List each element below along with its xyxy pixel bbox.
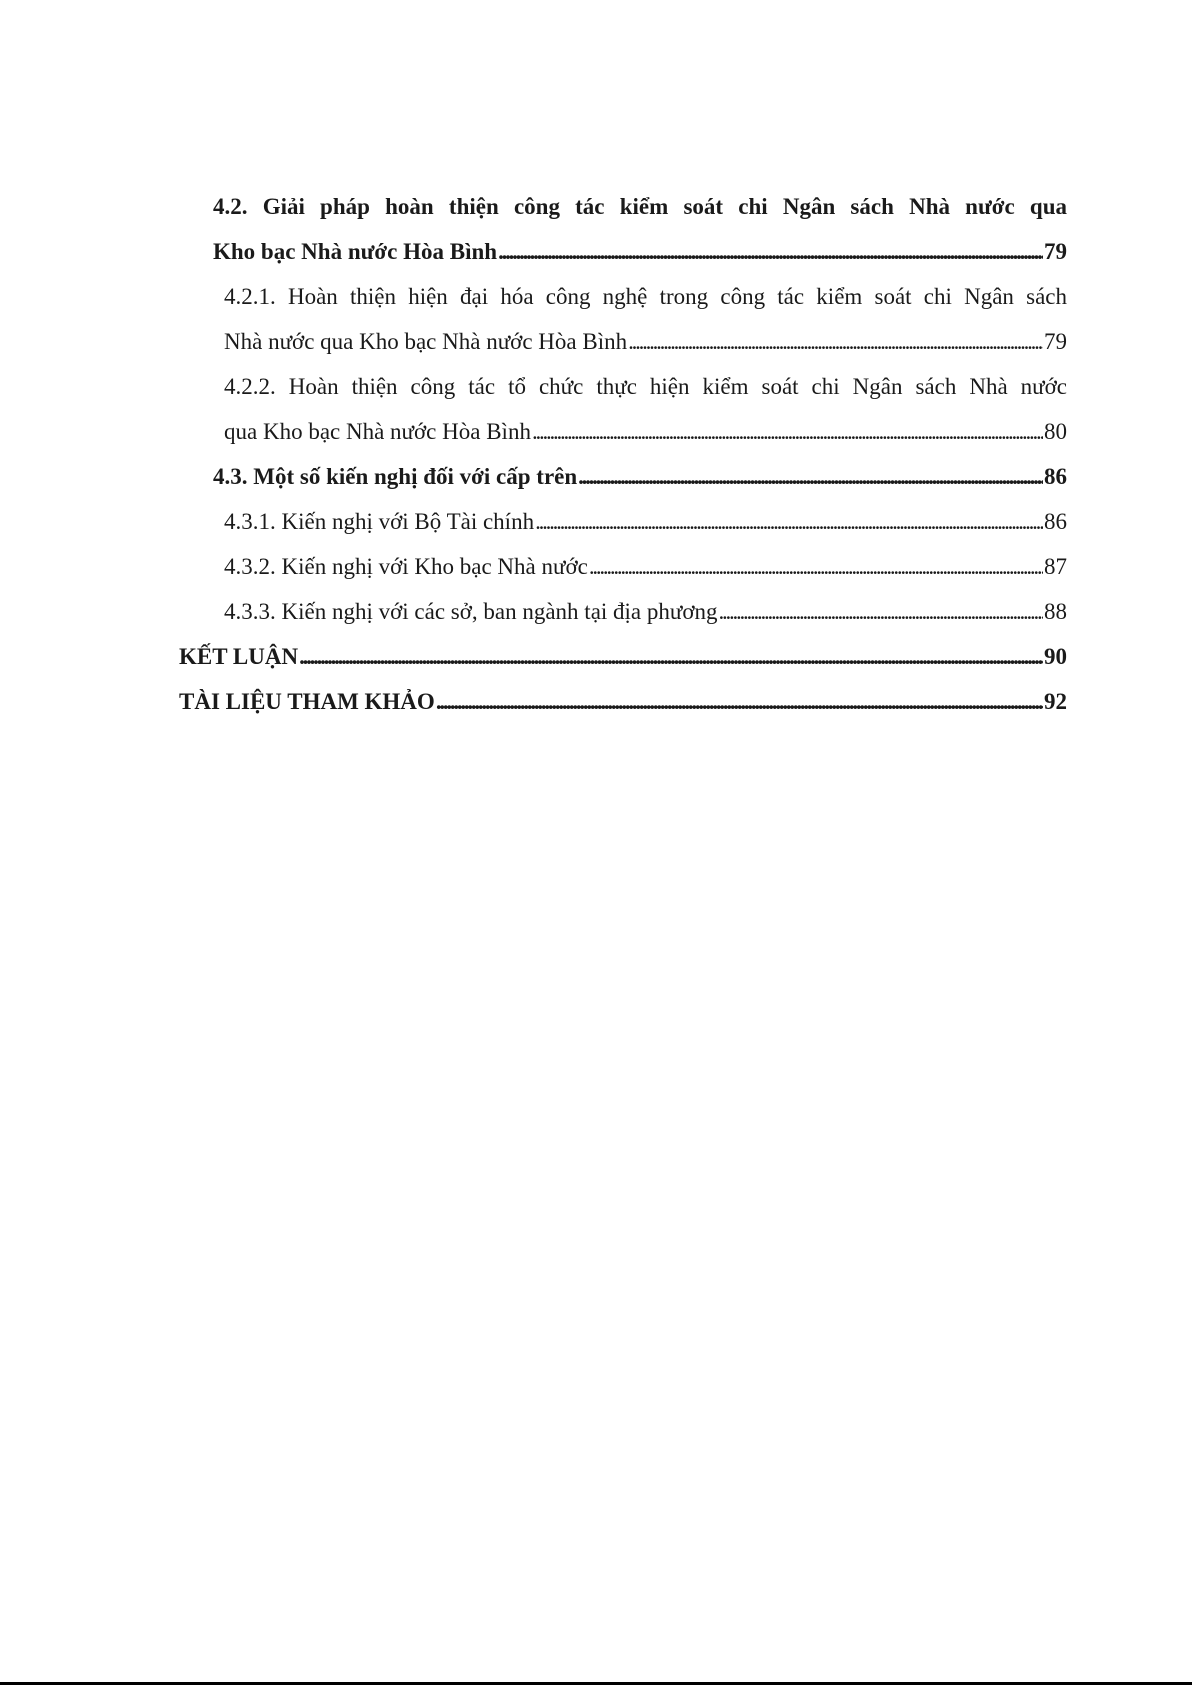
toc-entry-4-2-1[interactable]: [224, 274, 1067, 364]
toc-entry-title-line1: 4.2.2. Hoàn thiện công tác tổ chức thực hiện kiểm soát chi Ngân sách Nhà nước: [224, 374, 1067, 399]
toc-entry-title-line1: 4.2.1. Hoàn thiện hiện đại hóa công nghệ trong công tác kiểm soát chi Ngân sách: [224, 284, 1067, 309]
dot-leader: [719, 589, 1043, 634]
toc-page-number: 86: [1044, 509, 1067, 534]
dot-leader: [299, 634, 1043, 679]
toc-entry-title-line2: Nhà nước qua Kho bạc Nhà nước Hòa Bình: [224, 329, 628, 354]
toc-entry-4-3[interactable]: [213, 454, 1067, 499]
toc-entry-title: 4.3.3. Kiến nghị với các sở, ban ngành tại địa phương: [224, 599, 718, 624]
toc-page-number: 79: [1044, 329, 1067, 354]
toc-entry-title: 4.3.2. Kiến nghị với Kho bạc Nhà nước: [224, 554, 588, 579]
toc-entry-4-3-1[interactable]: [224, 499, 1067, 544]
dot-leader: [532, 409, 1043, 454]
dot-leader: [589, 544, 1043, 589]
toc-entry-title: 4.3.1. Kiến nghị với Bộ Tài chính: [224, 509, 535, 534]
dot-leader: [578, 454, 1043, 499]
toc-page-number: 88: [1044, 599, 1067, 624]
toc-entry-title: TÀI LIỆU THAM KHẢO: [179, 689, 435, 714]
toc-page-number: 86: [1044, 464, 1067, 489]
toc-page-number: 79: [1044, 239, 1067, 264]
dot-leader: [535, 499, 1043, 544]
toc-page-number: 87: [1044, 554, 1067, 579]
toc-entry-title: 4.3. Một số kiến nghị đối với cấp trên: [213, 464, 578, 489]
dot-leader: [436, 679, 1043, 724]
toc-entry-title: KẾT LUẬN: [179, 644, 299, 669]
toc-entry-4-3-2[interactable]: [224, 544, 1067, 589]
toc-entry-tai-lieu-tham-khao[interactable]: [179, 679, 1067, 724]
toc-entry-4-3-3[interactable]: [224, 589, 1067, 634]
toc-entry-title-line2: qua Kho bạc Nhà nước Hòa Bình: [224, 419, 531, 444]
toc-entry-title-line2: Kho bạc Nhà nước Hòa Bình: [213, 239, 498, 264]
toc-entry-4-2[interactable]: [213, 184, 1067, 274]
toc-page-number: 80: [1044, 419, 1067, 444]
toc-entry-4-2-2[interactable]: [224, 364, 1067, 454]
dot-leader: [498, 229, 1043, 274]
toc-entry-title-line1: 4.2. Giải pháp hoàn thiện công tác kiểm soát chi Ngân sách Nhà nước qua: [213, 194, 1067, 219]
table-of-contents: [179, 184, 1067, 724]
dot-leader: [628, 319, 1043, 364]
toc-page-number: 90: [1044, 644, 1067, 669]
toc-page-number: 92: [1044, 689, 1067, 714]
toc-entry-ket-luan[interactable]: [179, 634, 1067, 679]
